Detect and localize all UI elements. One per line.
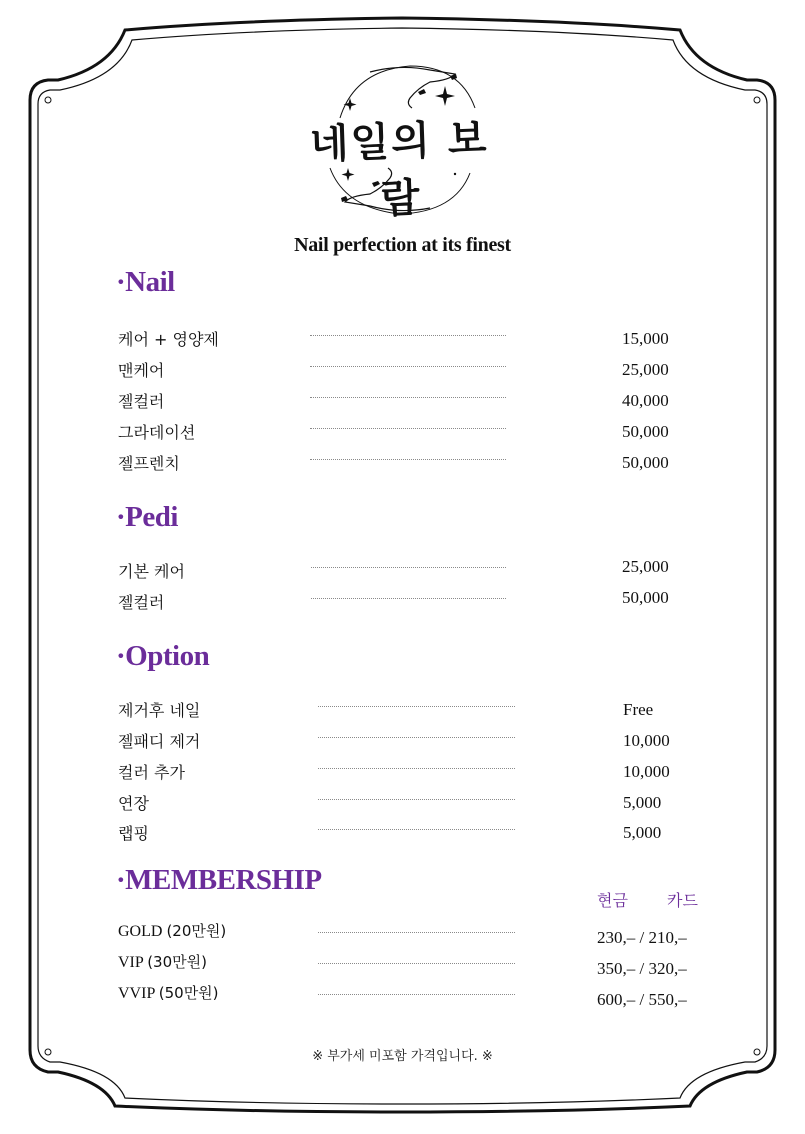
brand-logo (300, 58, 500, 223)
item-name: 컬러 추가 (118, 763, 185, 782)
item-price: 10,000 (623, 731, 670, 750)
dot-leader (310, 356, 506, 357)
dot-leader (318, 696, 515, 697)
dot-leader (318, 984, 515, 985)
item-name: 기본 케어 (118, 562, 185, 581)
item-name: 연장 (118, 794, 149, 813)
list-item (0, 358, 805, 384)
membership-price: 230,– / 210,– (597, 928, 687, 947)
item-name: 그라데이션 (118, 423, 196, 442)
section-title-option: ·Option (116, 640, 210, 672)
list-item (0, 791, 805, 817)
membership-price: 600,– / 550,– (597, 990, 687, 1009)
item-name: 젤컬러 (118, 392, 165, 411)
section-title-nail: ·Nail (116, 266, 175, 298)
section-title-pedi: ·Pedi (116, 501, 178, 533)
dot-leader (310, 418, 506, 419)
membership-tier: VIP (118, 954, 144, 971)
list-item (0, 451, 805, 477)
item-name: 랩핑 (118, 824, 149, 843)
list-item (0, 729, 805, 755)
item-name: 젤프렌치 (118, 454, 180, 473)
list-item (0, 420, 805, 446)
item-price: 25,000 (622, 557, 669, 576)
list-item (0, 590, 805, 616)
dot-leader (318, 922, 515, 923)
list-item (0, 559, 805, 585)
membership-tier: GOLD (118, 923, 163, 940)
tagline: Nail perfection at its finest (294, 234, 511, 256)
list-item (0, 698, 805, 724)
item-price: 40,000 (622, 391, 669, 410)
item-name: 케어 + 영양제 (118, 330, 219, 349)
dot-leader (318, 727, 515, 728)
section-title-membership: ·MEMBERSHIP (116, 864, 322, 896)
dot-leader (318, 819, 515, 820)
dot-leader (311, 588, 506, 589)
item-price: 5,000 (623, 823, 662, 842)
list-item (0, 327, 805, 353)
item-price: 50,000 (622, 422, 669, 441)
membership-name (118, 920, 226, 941)
membership-tier: VVIP (118, 985, 155, 1002)
membership-price: 350,– / 320,– (597, 959, 687, 978)
item-price: 50,000 (622, 588, 669, 607)
dot-leader (310, 387, 506, 388)
dot-leader (318, 789, 515, 790)
column-header-cash: 현금 (597, 891, 628, 910)
membership-amount: (50만원) (158, 984, 219, 1002)
list-item (0, 821, 805, 847)
list-item (0, 760, 805, 786)
item-name: 젤컬러 (118, 593, 165, 612)
item-price: 50,000 (622, 453, 669, 472)
list-item (0, 951, 805, 977)
dot-leader (310, 325, 506, 326)
membership-name (118, 982, 219, 1003)
item-name: 제거후 네일 (118, 701, 201, 720)
membership-amount: (30만원) (147, 953, 207, 971)
brand-logo-text: 네일의 보람 (309, 115, 490, 223)
vat-notice: ※ 부가세 미포함 가격입니다. ※ (312, 1049, 493, 1064)
item-name: 젤패디 제거 (118, 732, 201, 751)
item-price: Free (623, 700, 654, 719)
list-item (0, 920, 805, 946)
dot-leader (311, 557, 506, 558)
item-price: 15,000 (622, 329, 669, 348)
dot-leader (310, 449, 506, 450)
item-price: 25,000 (622, 360, 669, 379)
dot-leader (318, 758, 515, 759)
membership-amount: (20만원) (166, 922, 227, 940)
item-price: 5,000 (623, 793, 662, 812)
membership-name (118, 951, 207, 972)
list-item (0, 389, 805, 415)
list-item (0, 982, 805, 1008)
dot-leader (318, 953, 515, 954)
item-price: 10,000 (623, 762, 670, 781)
column-header-card: 카드 (667, 891, 698, 910)
item-name: 맨케어 (118, 361, 165, 380)
